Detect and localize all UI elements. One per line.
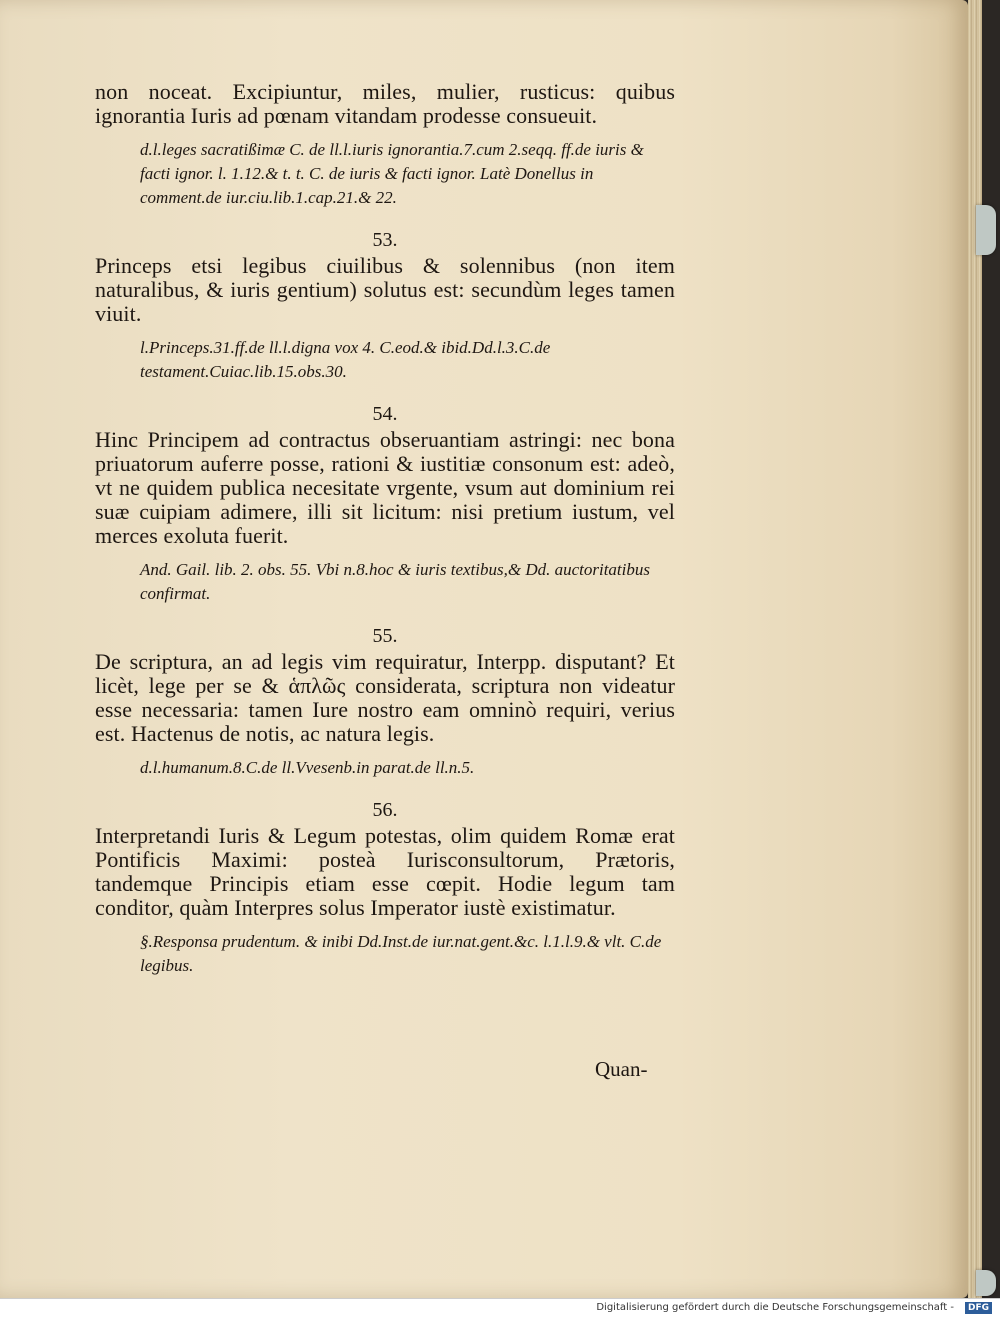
page-edge xyxy=(968,0,982,1298)
bookmark-tab xyxy=(976,1270,996,1296)
text-block xyxy=(95,80,675,978)
dfg-logo: DFG xyxy=(965,1302,992,1314)
section-text: De scriptura, an ad legis vim requiratur, Interpp. disputant? Et licèt, lege per se & ἁπλῶς considerata, scriptura non videatur esse necessaria: tamen Iure nostro eam omninò requiri, verius est. Hactenus de notis, ac natura legis. xyxy=(95,649,675,746)
section-number: 55. xyxy=(372,625,398,647)
bookmark-tab xyxy=(976,205,996,255)
section-citation: And. Gail. lib. 2. obs. 55. Vbi n.8.hoc & iuris textibus,& Dd. auctoritatibus confirmat. xyxy=(140,560,650,603)
section-55 xyxy=(95,624,675,780)
section-number: 54. xyxy=(372,403,398,425)
funding-notice: Digitalisierung gefördert durch die Deutsche Forschungsgemeinschaft - xyxy=(596,1302,954,1313)
section-citation: §.Responsa prudentum. & inibi Dd.Inst.de iur.nat.gent.&c. l.1.l.9.& vlt. C.de legibus. xyxy=(140,932,662,975)
section-text: Interpretandi Iuris & Legum potestas, olim quidem Romæ erat Pontificis Maximi: posteà Iurisconsultorum, Prætoris, tandemque Principis etiam esse cœpit. Hodie legum tam conditor, quàm Interpres solus Imperator iustè existimatur. xyxy=(95,823,675,920)
funding-footer xyxy=(0,1298,1000,1317)
section-number: 53. xyxy=(372,229,398,251)
section-54 xyxy=(95,402,675,606)
section-53 xyxy=(95,228,675,384)
section-text: Princeps etsi legibus ciuilibus & solennibus (non item naturalibus, & iuris gentium) solutus est: secundùm leges tamen viuit. xyxy=(95,253,675,326)
catchword: Quan- xyxy=(595,1057,648,1081)
intro-citation: d.l.leges sacratißimæ C. de ll.l.iuris ignorantia.7.cum 2.seqq. ff.de iuris & facti ignor. l. 1.12.& t. t. C. de iuris & facti ignor. Latè Donellus in comment.de iur.ciu.lib.1.cap.21.& 22. xyxy=(140,140,644,207)
intro-paragraph: non noceat. Excipiuntur, miles, mulier, rusticus: quibus ignorantia Iuris ad pœnam vitandam prodesse consueuit. xyxy=(95,79,675,128)
section-56 xyxy=(95,798,675,978)
section-text: Hinc Principem ad contractus obseruantiam astringi: nec bona priuatorum auferre posse, rationi & iustitiæ consonum est: adeò, vt ne quidem publica necesitate vrgente, vsum aut dominium rei suæ cuipiam adimere, illi sit licitum: nisi pretium iustum, vel merces exoluta fuerit. xyxy=(95,427,675,548)
section-citation: d.l.humanum.8.C.de ll.Vvesenb.in parat.de ll.n.5. xyxy=(140,758,475,777)
section-citation: l.Princeps.31.ff.de ll.l.digna vox 4. C.eod.& ibid.Dd.l.3.C.de testament.Cuiac.lib.15.obs.30. xyxy=(140,338,551,381)
section-number: 56. xyxy=(372,799,398,821)
